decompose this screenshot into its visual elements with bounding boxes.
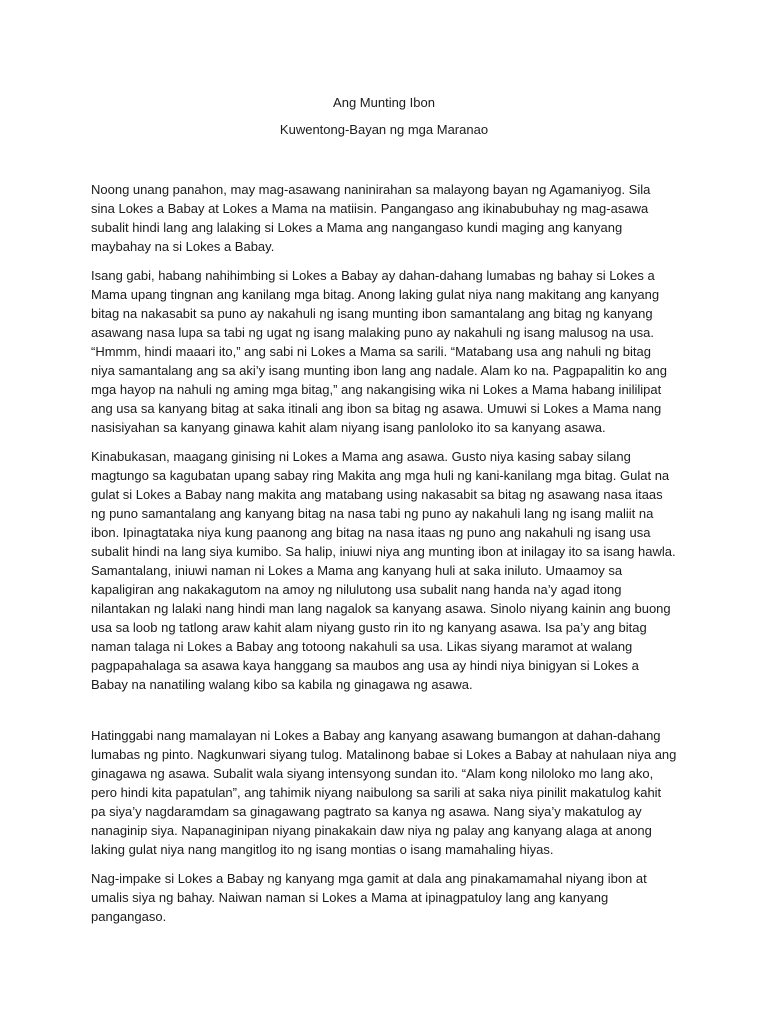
paragraph-4: Hatinggabi nang mamalayan ni Lokes a Babay ang kanyang asawang bumangon at dahan-dahang lumabas ng pinto. Nagkunwari siyang tulog. Matalinong babae si Lokes a Babay at nahulaan niya ang ginagawa ng asawa. Subalit wala siyang intensyong sundan ito. “Alam kong niloloko mo lang ako, pero hindi kita papatulan”, ang tahimik niyang naibulong sa sarili at saka niya pinilit makatulog kahit pa siya’y nagdaramdam sa ginagawang pagtrato sa kanya ng asawa. Nang siya’y makatulog ay nanaginip siya. Napanaginipan niyang pinakakain daw niya ng palay ang kanyang alaga at anong laking gulat niya nang mangitlog ito ng isang montias o isang mamahaling hiyas. bbox=[91, 728, 677, 857]
document-subtitle: Kuwentong-Bayan ng mga Maranao bbox=[279, 122, 489, 137]
paragraph-3: Kinabukasan, maagang ginising ni Lokes a Mama ang asawa. Gusto niya kasing sabay silang magtungo sa kagubatan upang sabay ring Makita ang mga huli ng kani-kanilang mga bitag. Gulat na gulat si Lokes a Babay nang makita ang matabang using nakasabit sa bitag ng asawang nasa itaas ng puno samantalang ang kanyang bitag na nasa tabi ng puno ay nakahuli lang ng isang maliit na ibon. Ipinagtataka niya kung paanong ang bitag na nasa itaas ng puno ang nakahuli ng isang usa subalit hindi na lang siya kumibo. Sa halip, iniuwi niya ang munting ibon at inilagay ito sa isang hawla. Samantalang, iniuwi naman ni Lokes a Mama ang kanyang huli at saka iniluto. Umaamoy sa kapaligiran ang nakakagutom na amoy ng nilulutong usa subalit nang handa na’y agad itong nilantakan ng lalaki nang hindi man lang nagalok sa kanyang asawa. Sinolo niyang kainin ang buong usa sa loob ng tatlong araw kahit alam niyang gusto rin ito ng kanyang asawa. Isa pa’y ang bitag naman talaga ni Lokes a Babay ang totoong nakahuli sa usa. Likas siyang maramot at walang pagpapahalaga sa asawa kaya hanggang sa maubos ang usa ay hindi niya binigyan si Lokes a Babay na nanatiling walang kibo sa kabila ng ginagawa ng asawa. bbox=[91, 449, 676, 692]
paragraph-2: Isang gabi, habang nahihimbing si Lokes a Babay ay dahan-dahang lumabas ng bahay si Lokes a Mama upang tingnan ang kanilang mga bitag. Anong laking gulat niya nang makitang ang kanyang bitag na nakasabit sa puno ay nakahuli ng isang munting ibon samantalang ang bitag ng kanyang asawang nasa lupa sa tabi ng ugat ng isang malaking puno ay nakahuli ng isang malusog na usa. “Hmmm, hindi maaari ito,” ang sabi ni Lokes a Mama sa sarili. “Matabang usa ang nahuli ng bitag niya samantalang ang sa aki’y isang munting ibon lang ang nadale. Alam ko na. Pagpapalitin ko ang mga hayop na nahuli ng aming mga bitag,” ang nakangising wika ni Lokes a Mama habang inililipat ang usa sa kanyang bitag at saka itinali ang ibon sa bitag ng asawa. Umuwi si Lokes a Mama nang nasisiyahan sa kanyang ginawa kahit alam niyang isang panloloko ito sa kanyang asawa. bbox=[91, 268, 668, 435]
paragraph-1: Noong unang panahon, may mag-asawang naninirahan sa malayong bayan ng Agamaniyog. Sila sina Lokes a Babay at Lokes a Mama na matiisin. Pangangaso ang ikinabubuhay ng mag-asawa subalit hindi lang ang lalaking si Lokes a Mama ang nangangaso kundi maging ang kanyang maybahay na si Lokes a Babay. bbox=[91, 182, 651, 254]
document-title: Ang Munting Ibon bbox=[333, 95, 435, 110]
story-body bbox=[91, 180, 677, 936]
paragraph-5: Nag-impake si Lokes a Babay ng kanyang mga gamit at dala ang pinakamamahal niyang ibon at umalis siya ng bahay. Naiwan naman si Lokes a Mama at ipinagpatuloy lang ang kanyang pangangaso. bbox=[91, 871, 647, 924]
